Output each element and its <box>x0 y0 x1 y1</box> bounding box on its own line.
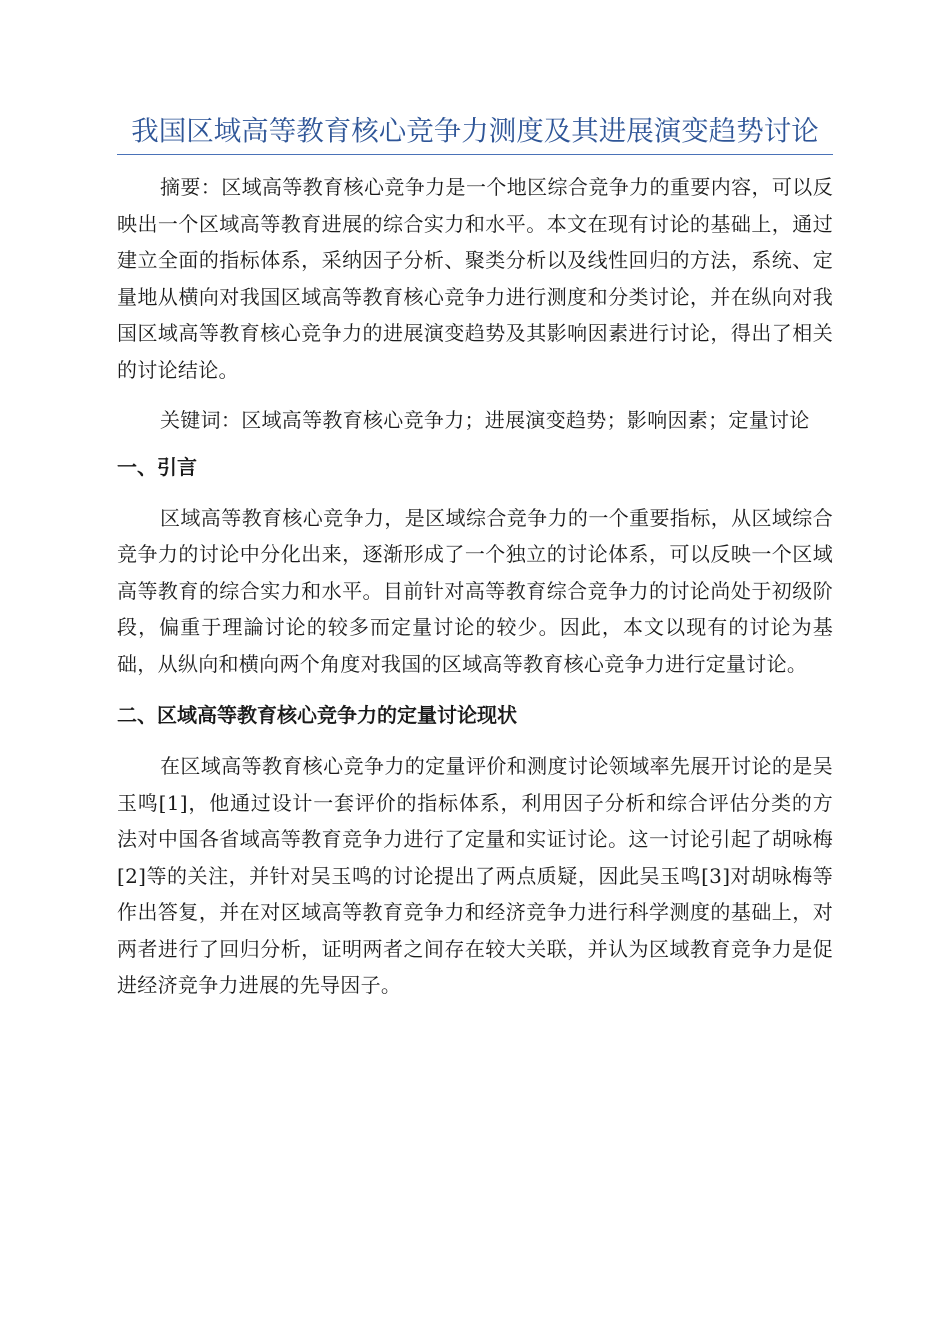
abstract-paragraph: 摘要：区域高等教育核心竞争力是一个地区综合竞争力的重要内容，可以反映出一个区域高等教育进展的综合实力和水平。本文在现有讨论的基础上，通过建立全面的指标体系，采纳因子分析、聚类分析以及线性回归的方法，系统、定量地从横向对我国区域高等教育核心竞争力进行测度和分类讨论，并在纵向对我国区域高等教育核心竞争力的进展演变趋势及其影响因素进行讨论，得出了相关的讨论结论。 <box>117 175 833 382</box>
section-paragraph-research-status: 在区域高等教育核心竞争力的定量评价和测度讨论领域率先展开讨论的是吴玉鸣[1]，他通过设计一套评价的指标体系，利用因子分析和综合评估分类的方法对中国各省域高等教育竞争力进行了定量和实证讨论。这一讨论引起了胡咏梅[2]等的关注，并针对吴玉鸣的讨论提出了两点质疑，因此吴玉鸣[3]对胡咏梅等作出答复，并在对区域高等教育竞争力和经济竞争力进行科学测度的基础上，对两者进行了回归分析，证明两者之间存在较大关联，并认为区域教育竞争力是促进经济竞争力进展的先导因子。 <box>117 754 833 997</box>
document-title: 我国区域高等教育核心竞争力测度及其进展演变趋势讨论 <box>131 115 819 147</box>
section-heading-research-status: 二、区域高等教育核心竞争力的定量讨论现状 <box>117 703 517 727</box>
title-underline <box>117 154 833 155</box>
section-paragraph-introduction: 区域高等教育核心竞争力，是区域综合竞争力的一个重要指标，从区域综合竞争力的讨论中分化出来，逐渐形成了一个独立的讨论体系，可以反映一个区域高等教育的综合实力和水平。目前针对高等教育综合竞争力的讨论尚处于初级阶段，偏重于理論讨论的较多而定量讨论的较少。因此，本文以现有的讨论为基础，从纵向和横向两个角度对我国的区域高等教育核心竞争力进行定量讨论。 <box>117 505 833 676</box>
section-heading-introduction: 一、引言 <box>117 454 197 479</box>
keywords-paragraph: 关键词：区域高等教育核心竞争力；进展演变趋势；影响因素；定量讨论 <box>160 408 810 432</box>
document-page <box>117 112 833 1004</box>
